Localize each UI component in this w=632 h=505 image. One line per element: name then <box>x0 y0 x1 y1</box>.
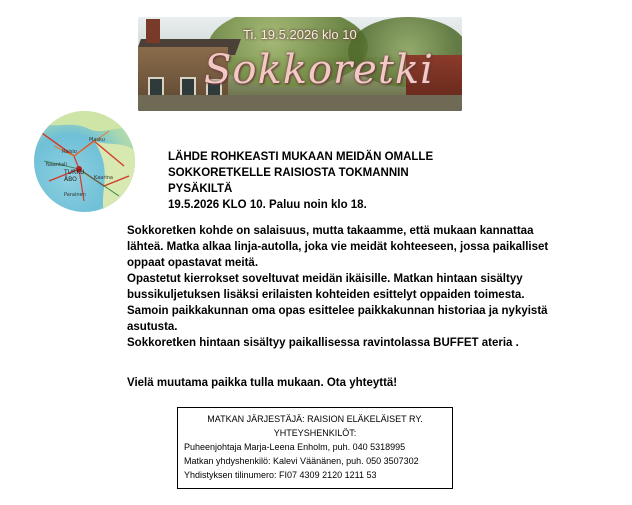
svg-text:Kaarina: Kaarina <box>94 175 113 181</box>
intro-text <box>168 149 468 213</box>
contact-box <box>177 407 453 489</box>
map-icon <box>34 111 135 212</box>
svg-text:TURKU: TURKU <box>64 169 85 176</box>
banner-chimney <box>146 19 160 43</box>
description-paragraph: Sokkoretken hintaan sisältyy paikallisessa ravintolassa BUFFET ateria . <box>127 337 519 349</box>
description-paragraph: Samoin paikkakunnan oma opas esittelee paikkakunnan historiaa ja nykyistä asutusta. <box>127 305 548 333</box>
contact-account: Yhdistyksen tilinumero: FI07 4309 2120 1211 53 <box>184 470 377 480</box>
intro-line: LÄHDE ROHKEASTI MUKAAN MEIDÄN OMALLE <box>168 151 434 163</box>
svg-text:Raisio: Raisio <box>62 149 77 155</box>
banner-title: Sokkoretki <box>204 47 434 93</box>
banner-ground <box>138 95 462 111</box>
organizer-line: MATKAN JÄRJESTÄJÄ: RAISION ELÄKELÄISET RY. <box>207 414 423 424</box>
svg-text:ÅBO: ÅBO <box>64 176 77 183</box>
svg-text:Parainen: Parainen <box>64 192 86 198</box>
svg-text:Naantali: Naantali <box>46 162 67 168</box>
svg-text:Masku: Masku <box>89 137 105 143</box>
closing-text: Vielä muutama paikka tulla mukaan. Ota yhteyttä! <box>127 377 398 389</box>
description-paragraph: Sokkoretken kohde on salaisuus, mutta takaamme, että mukaan kannattaa lähteä. Matka alkaa linja-autolla, joka vie meidät kohteeseen, jossa paikalliset oppaat opastavat meitä. <box>127 225 549 269</box>
banner-image <box>138 17 462 111</box>
contact-chair: Puheenjohtaja Marja-Leena Enholm, puh. 040 5318995 <box>184 442 406 452</box>
intro-line: 19.5.2026 KLO 10. Paluu noin klo 18. <box>168 199 367 211</box>
intro-line: SOKKORETKELLE RAISIOSTA TOKMANNIN PYSÄKILTÄ <box>168 167 409 195</box>
contacts-heading: YHTEYSHENKILÖT: <box>273 428 357 438</box>
description-paragraph: Opastetut kierrokset soveltuvat meidän ikäisille. Matkan hintaan sisältyy bussikuljetuksen lisäksi erilaisten kohteiden esittelyt oppaiden toimesta. <box>127 273 525 301</box>
banner-date: Ti. 19.5.2026 klo 10 <box>243 27 357 42</box>
description <box>127 223 557 351</box>
contact-travel: Matkan yhdyshenkilö: Kalevi Väänänen, puh. 050 3507302 <box>184 456 419 466</box>
